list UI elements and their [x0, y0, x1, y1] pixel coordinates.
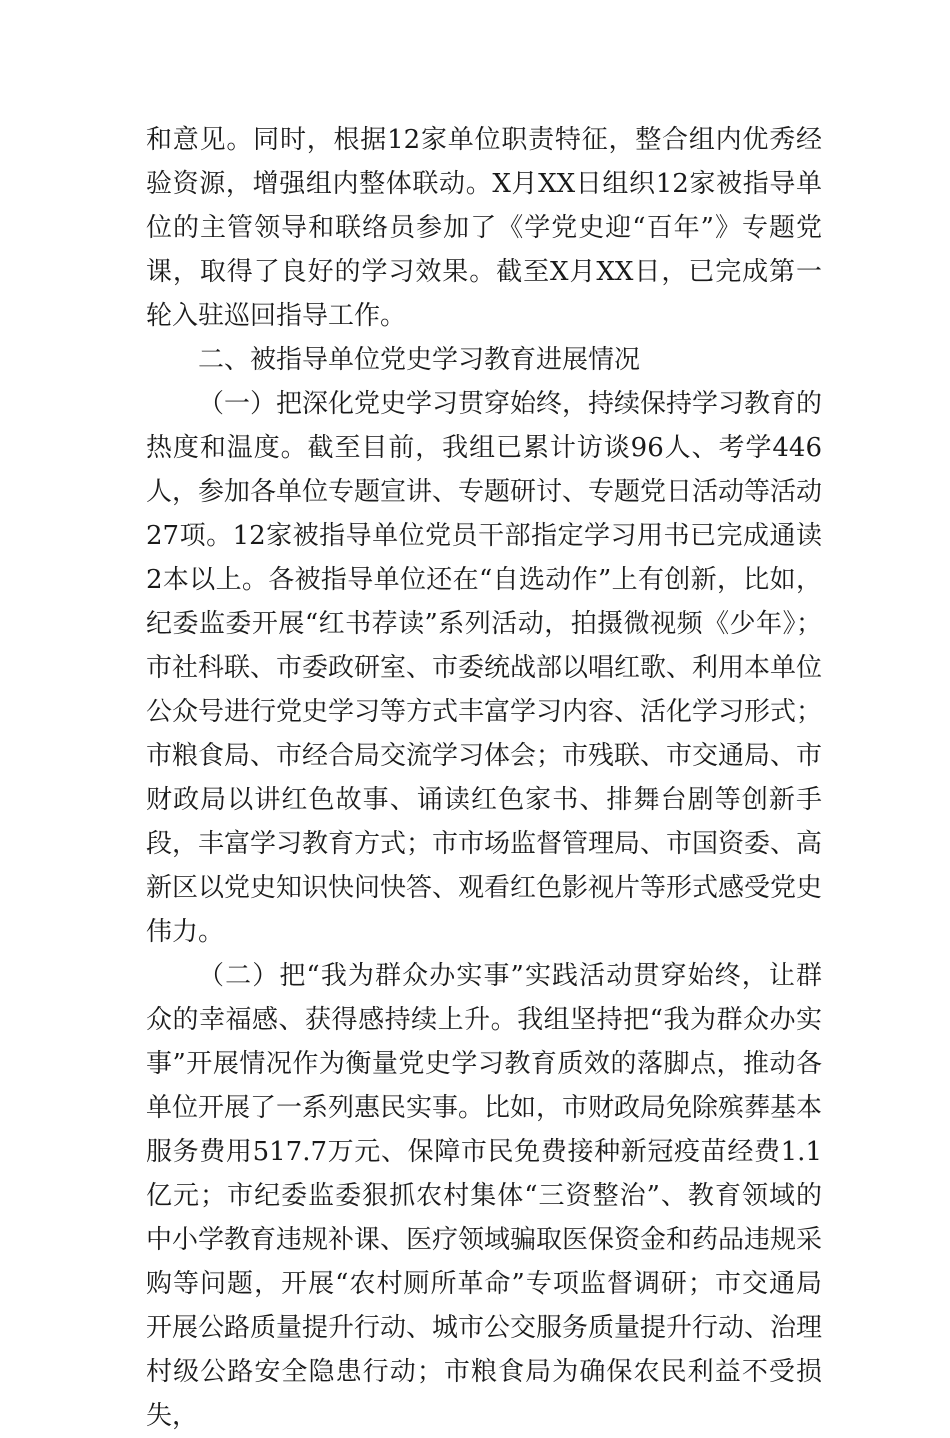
- paragraph-intro-continued: 和意见。同时，根据12家单位职责特征，整合组内优秀经验资源，增强组内整体联动。X月XX日组织12家被指导单位的主管领导和联络员参加了《学党史迎“百年”》专题党课，取得了良好的学习效果。截至X月XX日，已完成第一轮入驻巡回指导工作。: [146, 125, 822, 331]
- document-body: [146, 118, 822, 1438]
- paragraph-subsection-1: （一）把深化党史学习贯穿始终，持续保持学习教育的热度和温度。截至目前，我组已累计访谈96人、考学446人，参加各单位专题宣讲、专题研讨、专题党日活动等活动27项。12家被指导单位党员干部指定学习用书已完成通读2本以上。各被指导单位还在“自选动作”上有创新，比如，纪委监委开展“红书荐读”系列活动，拍摄微视频《少年》；市社科联、市委政研室、市委统战部以唱红歌、利用本单位公众号进行党史学习等方式丰富学习内容、活化学习形式；市粮食局、市经合局交流学习体会；市残联、市交通局、市财政局以讲红色故事、诵读红色家书、排舞台剧等创新手段，丰富学习教育方式；市市场监督管理局、市国资委、高新区以党史知识快问快答、观看红色影视片等形式感受党史伟力。: [146, 389, 823, 947]
- section-heading-2: 二、被指导单位党史学习教育进展情况: [198, 345, 641, 375]
- paragraph-subsection-2: （二）把“我为群众办实事”实践活动贯穿始终，让群众的幸福感、获得感持续上升。我组坚持把“我为群众办实事”开展情况作为衡量党史学习教育质效的落脚点，推动各单位开展了一系列惠民实事。比如，市财政局免除殡葬基本服务费用517.7万元、保障市民免费接种新冠疫苗经费1.1亿元；市纪委监委狠抓农村集体“三资整治”、教育领域的中小学教育违规补课、医疗领域骗取医保资金和药品违规采购等问题，开展“农村厕所革命”专项监督调研；市交通局开展公路质量提升行动、城市公交服务质量提升行动、治理村级公路安全隐患行动；市粮食局为确保农民利益不受损失，: [146, 961, 823, 1431]
